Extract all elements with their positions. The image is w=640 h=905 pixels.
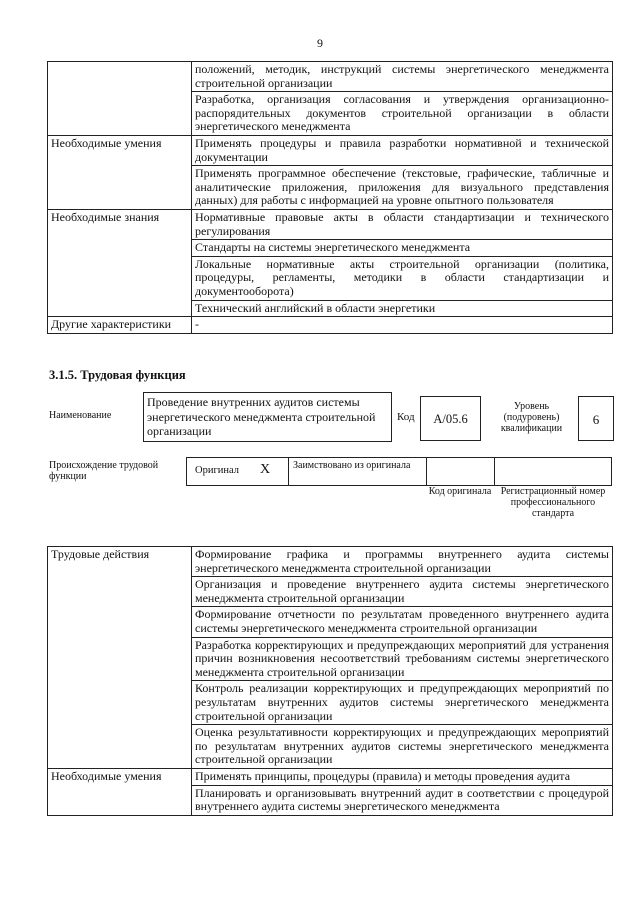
table-row (48, 209, 613, 239)
table-cell: Формирование отчетности по результатам проведенного внутреннего аудита системы энергетического менеджмента строительной организации (192, 607, 613, 637)
origin-code-caption: Код оригинала (428, 486, 492, 497)
table-cell: Организация и проведение внутреннего аудита системы энергетического менеджмента строительной организации (192, 577, 613, 607)
table-cell: - (192, 317, 613, 334)
code-label: Код (397, 411, 415, 423)
level-value: 6 (592, 412, 600, 427)
table-cell: Разработка корректирующих и предупреждающих мероприятий для устранения причин возникновения несоответствий требованиям системы энергетического менеджмента строительной организации (192, 637, 613, 681)
table-cell: Применять процедуры и правила разработки нормативной и технической документации (192, 135, 613, 165)
divider (288, 458, 289, 485)
divider (426, 458, 427, 485)
reg-number-caption: Регистрационный номер профессионального стандарта (500, 486, 606, 519)
table-row (48, 768, 613, 785)
origin-label: Происхождение трудовой функции (49, 460, 159, 482)
table-cell: Контроль реализации корректирующих и предупреждающих мероприятий по результатам внутренних аудитов системы энергетического менеджмента строительной организации (192, 681, 613, 725)
origin-box (186, 457, 612, 486)
table-row (48, 135, 613, 165)
row-label-skills: Необходимые умения (48, 135, 192, 209)
table-cell: Технический английский в области энергетики (192, 300, 613, 317)
level-box (578, 396, 614, 441)
table-cell: Нормативные правовые акты в области стандартизации и технического регулирования (192, 209, 613, 239)
table-row (48, 547, 613, 577)
table-cell: Планировать и организовывать внутренний аудит в соответствии с процедурой внутреннего аудита системы энергетического менеджмента (192, 785, 613, 815)
code-value: A/05.6 (433, 412, 468, 426)
table-cell: Применять программное обеспечение (текстовые, графические, табличные и аналитические приложения, приложения для визуального представления данных) для работы с информацией на уровне опытного пользователя (192, 166, 613, 210)
table-cell: Стандарты на системы энергетического менеджмента (192, 240, 613, 257)
level-label: Уровень (подуровень) квалификации (500, 401, 563, 434)
table-cell: Оценка результативности корректирующих и предупреждающих мероприятий по результатам внутренних аудитов системы энергетического менеджмента строительной организации (192, 725, 613, 769)
original-mark: X (260, 462, 271, 477)
row-label-skills: Необходимые умения (48, 768, 192, 815)
row-label-actions: Трудовые действия (48, 547, 192, 769)
row-label (48, 62, 192, 136)
labor-actions-table (47, 546, 613, 816)
section-heading: 3.1.5. Трудовая функция (49, 368, 186, 382)
row-label-other: Другие характеристики (48, 317, 192, 334)
table-cell: положений, методик, инструкций системы энергетического менеджмента строительной организации (192, 62, 613, 92)
divider (494, 458, 495, 485)
row-label-knowledge: Необходимые знания (48, 209, 192, 316)
table-cell: Разработка, организация согласования и утверждения организационно-распорядительных документов строительной организации в области энергетического менеджмента (192, 92, 613, 136)
table-cell: Локальные нормативные акты строительной организации (политика, процедуры, регламенты, методики в области стандартизации и документооборота) (192, 256, 613, 300)
page-number: 9 (317, 36, 323, 50)
top-requirements-table (47, 61, 613, 334)
table-cell: Применять принципы, процедуры (правила) и методы проведения аудита (192, 768, 613, 785)
table-cell: Формирование графика и программы внутреннего аудита системы энергетического менеджмента строительной организации (192, 547, 613, 577)
name-label: Наименование (49, 410, 112, 421)
name-box (143, 392, 392, 442)
table-row (48, 317, 613, 334)
original-label: Оригинал (195, 465, 239, 476)
function-name: Проведение внутренних аудитов системы энергетического менеджмента строительной организации (147, 395, 376, 438)
table-row (48, 62, 613, 92)
borrowed-label: Заимствовано из оригинала (293, 460, 411, 471)
code-box (420, 396, 481, 441)
